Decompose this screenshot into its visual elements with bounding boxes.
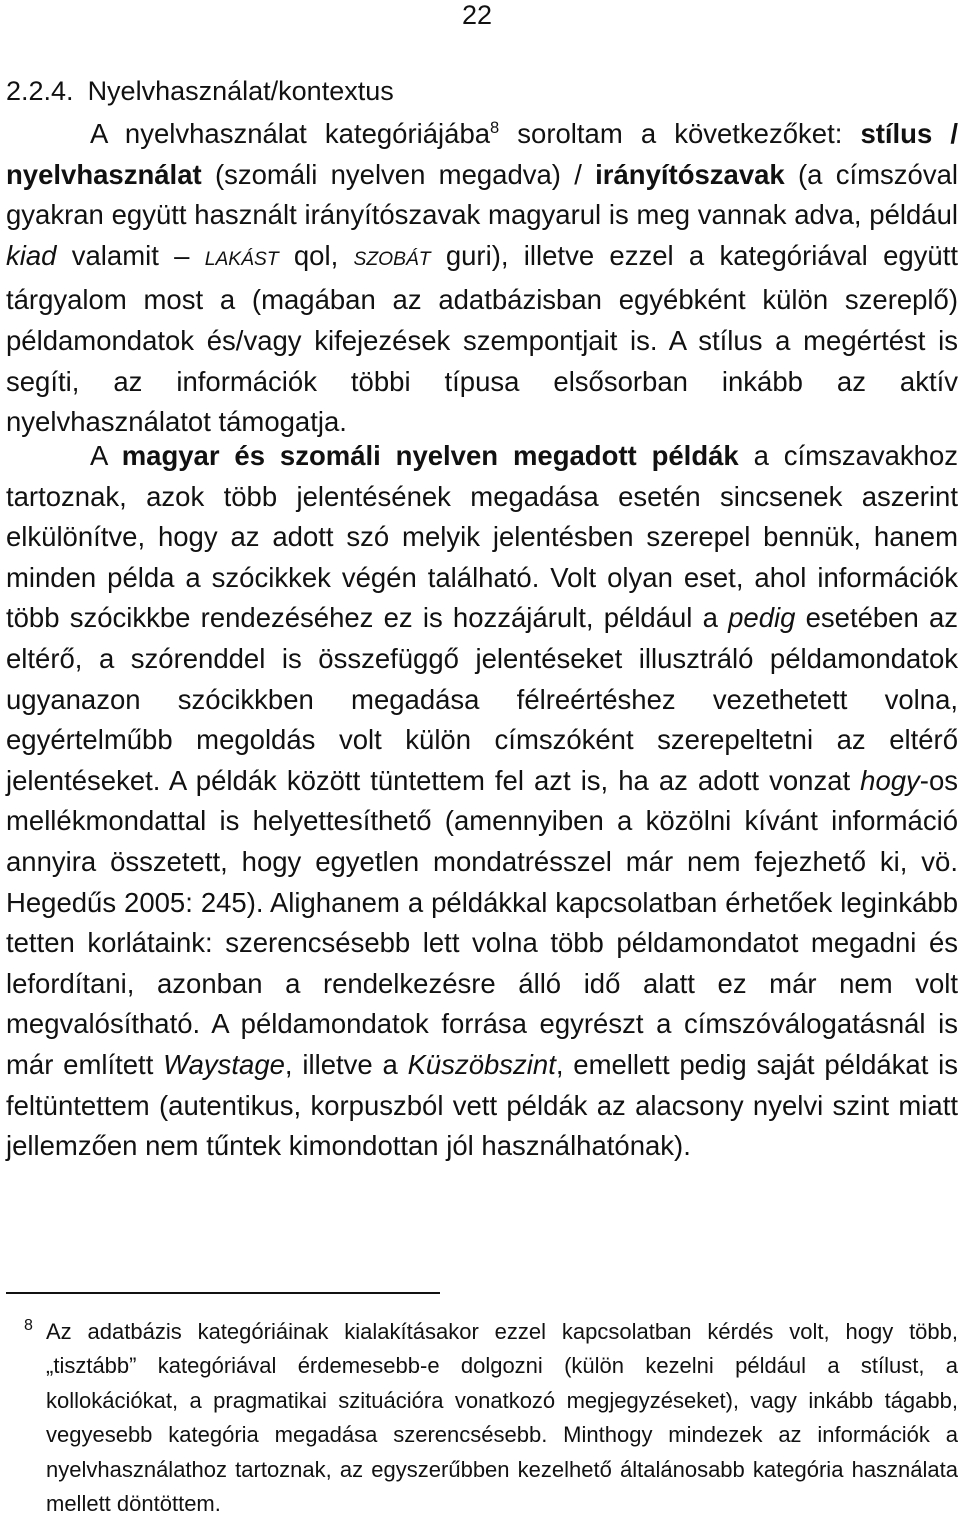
small-caps-word: SZOBÁT [353,248,431,270]
text-run: a címszavakhoz tartoznak, azok több jelentésének megadása esetén sincsenek aszerint elkülönítve, hogy az adott szó melyik jelentésben szerepel bennük, hanem minden példa a szócikkek végén található. Volt olyan eset, ahol információk több szócikkbe rendezéséhez ez is hozzájárult, például a [6,440,959,634]
small-caps-word: LAKÁST [204,248,279,270]
text-run: (a címszóval gyakran együtt használt irányítószavak magyarul is meg vannak adva, például [6,158,958,231]
page-number: 22 [462,0,493,30]
paragraph-1 [6,114,958,443]
text-run: (szomáli nyelven megadva) / [201,158,596,190]
footnote [6,1315,958,1521]
text-run: valamit – [56,239,205,271]
paragraph-2 [6,436,958,1167]
footnote-text: Az adatbázis kategóriáinak kialakításakor ezzel kapcsolatban kérdés volt, hogy több, „tisztább” kategóriával érdemesebb-e dolgozni (külön kezelni például a stílust, a kollokációkat, a pragmatikai szituációra vonatkozó megjegyzéseket), vagy inkább tágabb, vegyesebb kategória megadása szerencsésebb. Minthogy mindezek az információk a nyelvhasználathoz tartoznak, az egyszerűbben kezelhető általánosabb kategória használata mellett döntöttem. [46,1319,958,1517]
term-stilus: stílus / nyelvhasználat [6,118,958,190]
text-run: soroltam a következőket: [499,118,861,149]
text-run: , emellett pedig saját példákat is feltüntettem (autentikus, korpuszból vett példák az alacsony nyelvi szint miatt jellemzően nem tűntek kimondottan jól használhatónak). [6,1048,959,1162]
example-word: kiad [6,239,57,271]
term-peldak: magyar és szomáli nyelven megadott példák [121,440,739,471]
section-number: 2.2.4. [6,76,74,106]
footnote-separator [6,1292,440,1294]
footnote-reference: 8 [490,118,500,137]
text-run: qol, [278,239,354,271]
example-word: hogy [860,764,920,796]
text-run: A nyelvhasználat kategóriájába [90,118,491,149]
term-iranyitoszavak: irányítószavak [595,158,785,190]
text-run: , illetve a [284,1048,408,1080]
text-run: guri), illetve ezzel a kategóriával együtt tárgyalom most a (magában az adatbázisban egyébként külön szereplő) példamondatok és/vagy kifejezések szempontjait is. A stílus a megértést is segíti, az információk többi típusa elsősorban inkább az aktív nyelvhasználatot támogatja. [6,239,958,438]
example-word: pedig [728,602,796,634]
text-run: A [90,440,122,471]
source-title: Küszöbszint [407,1048,556,1080]
text-run: esetében az eltérő, a szórenddel is összefüggő jelentéseket illusztráló példamondatok ugyanazon szócikkben megadása félreértéshez vezethetett volna, egyértelműbb megoldás volt külön címszóként szerepeltetni az eltérő jelentéseket. A példák között tüntettem fel azt is, ha az adott vonzat [6,602,958,796]
footnote-marker: 8 [24,1317,33,1334]
source-title: Waystage [163,1048,285,1080]
section-heading [6,74,394,108]
text-run: -os mellékmondattal is helyettesíthető (amennyiben a közölni kívánt információ annyira összetett, hogy egyetlen mondatrésszel már nem fejezhető ki, vö. Hegedűs 2005: 245). Alighanem a példákkal kapcsolatban érhetőek leginkább tetten korlátaink: szerencsésebb lett volna több példamondatot megadni és lefordítani, azonban a rendelkezésre álló idő alatt ez már nem volt megvalósítható. A példamondatok forrása egyrészt a címszóválogatásnál is már említett [6,764,958,1080]
section-title: Nyelvhasználat/kontextus [87,76,394,106]
